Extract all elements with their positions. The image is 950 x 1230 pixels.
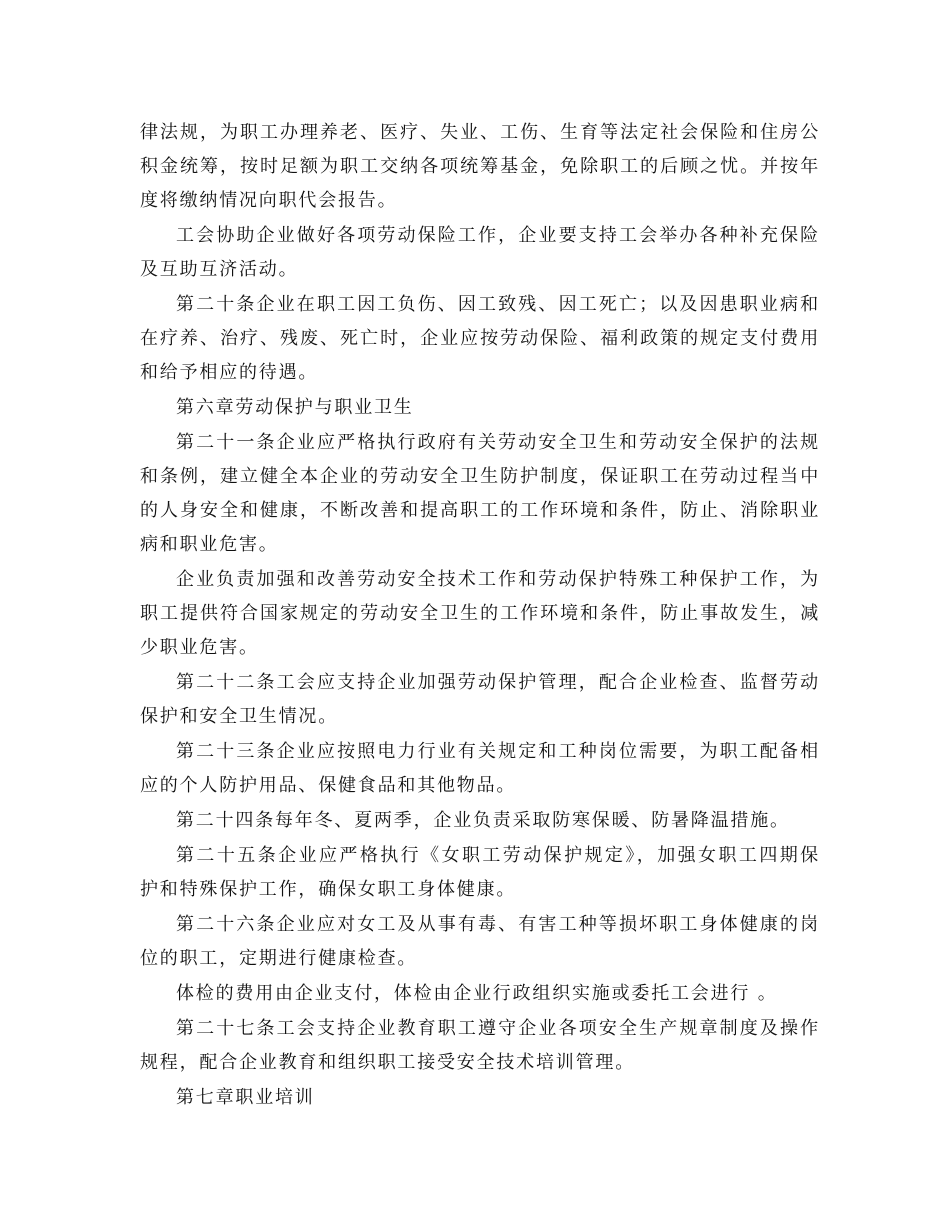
- chapter-7-heading: 第七章职业培训: [176, 1087, 315, 1108]
- article-27: 第二十七条工会支持企业教育职工遵守企业各项安全生产规章制度及操作规程，配合企业教育和组织职工接受安全技术培训管理。: [140, 1018, 820, 1073]
- article-22: 第二十二条工会应支持企业加强劳动保护管理，配合企业检查、监督劳动保护和安全卫生情况。: [140, 672, 820, 727]
- article-23: 第二十三条企业应按照电力行业有关规定和工种岗位需要，为职工配备相应的个人防护用品、保健食品和其他物品。: [140, 741, 820, 796]
- article-20: 第二十条企业在职工因工负伤、因工致残、因工死亡；以及因患职业病和在疗养、治疗、残废、死亡时，企业应按劳动保险、福利政策的规定支付费用和给予相应的待遇。: [140, 294, 820, 383]
- paragraph-safety-tech: 企业负责加强和改善劳动安全技术工作和劳动保护特殊工种保护工作，为职工提供符合国家规定的劳动安全卫生的工作环境和条件，防止事故发生，减少职业危害。: [140, 569, 820, 658]
- chapter-6-heading: 第六章劳动保护与职业卫生: [176, 397, 414, 418]
- article-24: 第二十四条每年冬、夏两季，企业负责采取防寒保暖、防暑降温措施。: [176, 810, 790, 831]
- paragraph-continuation: 律法规，为职工办理养老、医疗、失业、工伤、生育等法定社会保险和住房公积金统筹，按时足额为职工交纳各项统筹基金，免除职工的后顾之忧。并按年度将缴纳情况向职代会报告。: [140, 122, 820, 211]
- document-page: [140, 116, 820, 1116]
- article-26: 第二十六条企业应对女工及从事有毒、有害工种等损坏职工身体健康的岗位的职工，定期进行健康检查。: [140, 914, 820, 969]
- article-21: 第二十一条企业应严格执行政府有关劳动安全卫生和劳动安全保护的法规和条例，建立健全本企业的劳动安全卫生防护制度，保证职工在劳动过程当中的人身安全和健康，不断改善和提高职工的工作环境和条件，防止、消除职业病和职业危害。: [140, 432, 820, 555]
- article-25: 第二十五条企业应严格执行《女职工劳动保护规定》，加强女职工四期保护和特殊保护工作，确保女职工身体健康。: [140, 845, 820, 900]
- paragraph-union-insurance: 工会协助企业做好各项劳动保险工作，企业要支持工会举办各种补充保险及互助互济活动。: [140, 225, 820, 280]
- paragraph-checkup-cost: 体检的费用由企业支付，体检由企业行政组织实施或委托工会进行 。: [176, 983, 778, 1004]
